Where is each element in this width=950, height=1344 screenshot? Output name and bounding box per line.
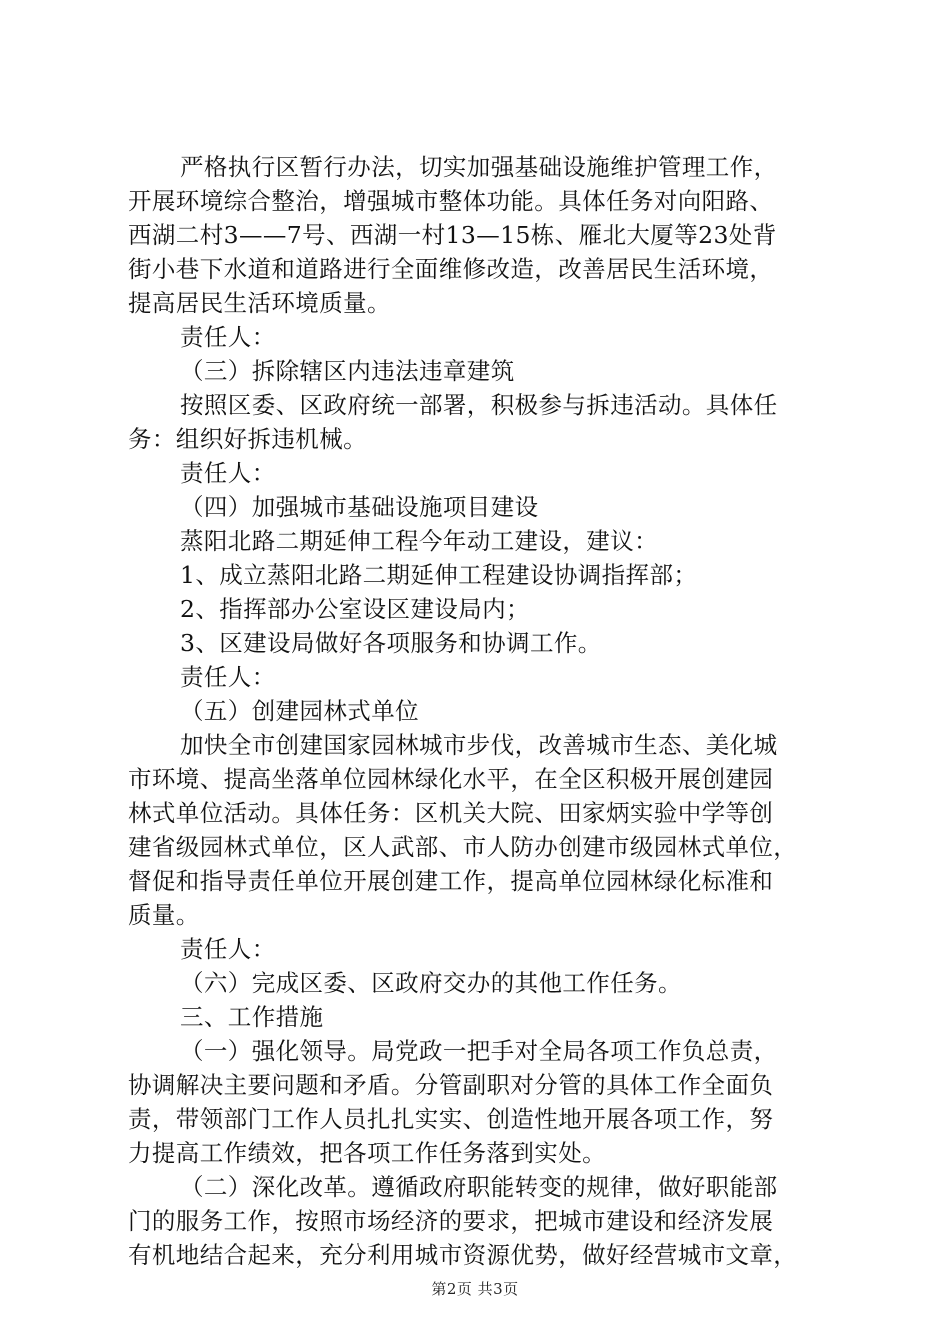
text-line: （六）完成区委、区政府交办的其他工作任务。 [180, 969, 682, 997]
text-line: 督促和指导责任单位开展创建工作，提高单位园林绿化标准和 [128, 867, 774, 895]
text-line: 责任人： [180, 663, 276, 691]
text-line: 建省级园林式单位，区人武部、市人防办创建市级园林式单位， [128, 833, 798, 861]
text-line: 门的服务工作，按照市场经济的要求，把城市建设和经济发展 [128, 1207, 774, 1235]
text-line: （二）深化改革。遵循政府职能转变的规律，做好职能部 [180, 1173, 778, 1201]
text-line: 严格执行区暂行办法，切实加强基础设施维护管理工作， [180, 153, 778, 181]
text-line: （三）拆除辖区内违法违章建筑 [180, 357, 515, 385]
text-line: 责任人： [180, 323, 276, 351]
page-footer: 第2页 共3页 [431, 1280, 519, 1298]
text-line: 加快全市创建国家园林城市步伐，改善城市生态、美化城 [180, 731, 778, 759]
text-line: 责，带领部门工作人员扎扎实实、创造性地开展各项工作，努 [128, 1105, 774, 1133]
document-body [128, 150, 840, 1272]
text-line: 提高居民生活环境质量。 [128, 289, 391, 317]
text-line: 2、指挥部办公室设区建设局内； [180, 595, 530, 623]
text-line: （四）加强城市基础设施项目建设 [180, 493, 539, 521]
text-line: （一）强化领导。局党政一把手对全局各项工作负总责， [180, 1037, 778, 1065]
text-line: 蒸阳北路二期延伸工程今年动工建设，建议： [180, 527, 658, 555]
text-line: 1、成立蒸阳北路二期延伸工程建设协调指挥部； [180, 561, 698, 589]
text-line: 协调解决主要问题和矛盾。分管副职对分管的具体工作全面负 [128, 1071, 774, 1099]
text-line: 按照区委、区政府统一部署，积极参与拆违活动。具体任 [180, 391, 778, 419]
text-line: 力提高工作绩效，把各项工作任务落到实处。 [128, 1139, 606, 1167]
text-line: （五）创建园林式单位 [180, 697, 419, 725]
text-line: 三、工作措施 [180, 1003, 324, 1031]
text-line: 3、区建设局做好各项服务和协调工作。 [180, 629, 602, 657]
text-line: 开展环境综合整治，增强城市整体功能。具体任务对向阳路、 [128, 187, 774, 215]
text-line: 西湖二村3——7号、西湖一村13—15栋、雁北大厦等23处背 [128, 221, 777, 249]
text-line: 街小巷下水道和道路进行全面维修改造，改善居民生活环境， [128, 255, 774, 283]
text-line: 市环境、提高坐落单位园林绿化水平，在全区积极开展创建园 [128, 765, 774, 793]
text-line: 有机地结合起来，充分利用城市资源优势，做好经营城市文章， [128, 1241, 798, 1269]
text-line: 质量。 [128, 901, 200, 929]
text-line: 责任人： [180, 935, 276, 963]
text-line: 责任人： [180, 459, 276, 487]
text-line: 务：组织好拆违机械。 [128, 425, 367, 453]
text-line: 林式单位活动。具体任务：区机关大院、田家炳实验中学等创 [128, 799, 774, 827]
